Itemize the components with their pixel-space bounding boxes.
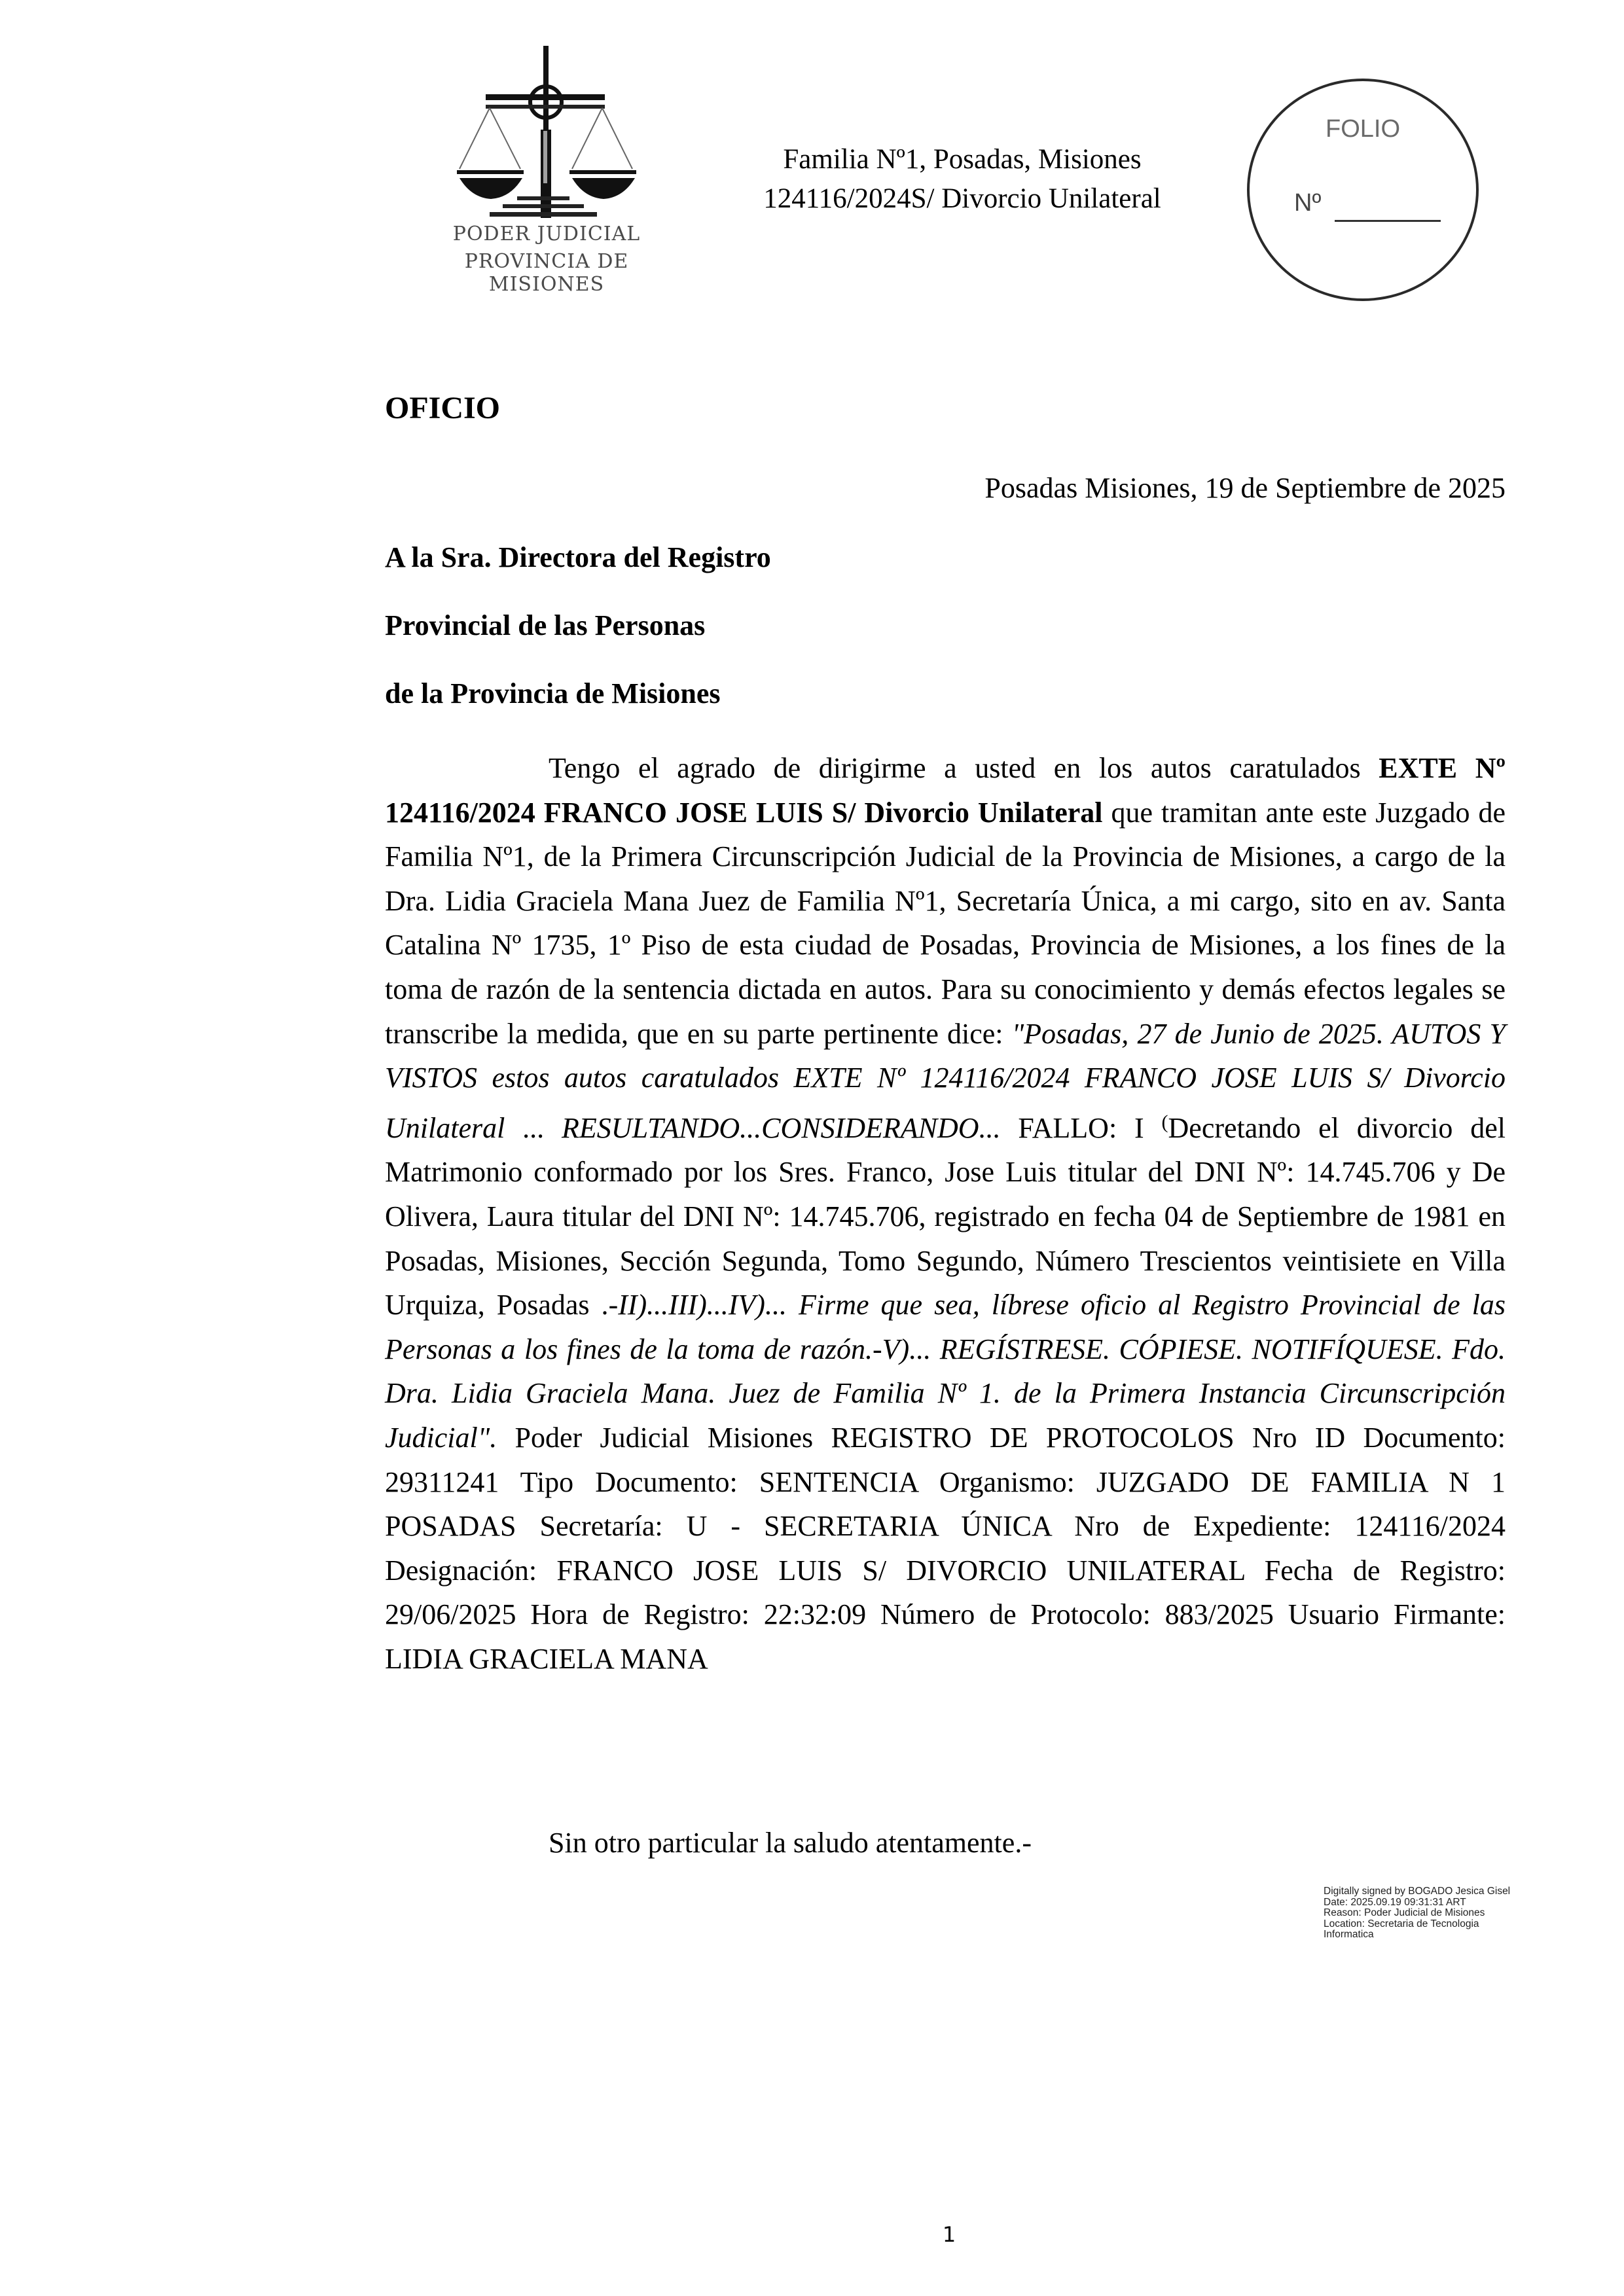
date-line: Posadas Misiones, 19 de Septiembre de 2025 [984,472,1506,504]
signature-location: Location: Secretaria de Tecnologia [1324,1918,1479,1929]
header-court-name: Familia Nº1, Posadas, Misiones [783,144,1142,175]
superscript-paren: ( [1161,1111,1168,1133]
addressee-line-1: A la Sra. Directora del Registro [385,541,771,573]
logo-line-2: PROVINCIA DE MISIONES [464,250,629,296]
body-paragraph [385,746,1506,1681]
body-text: Tengo el agrado de dirigirme a usted en los autos caratulados [549,752,1379,784]
closing-line: Sin otro particular la saludo atentamente.- [549,1827,1032,1859]
document-title: OFICIO [385,391,501,425]
ruling-sections: RESULTANDO...CONSIDERANDO... [562,1111,1001,1144]
ruling-text: Decretando el divorcio del Matrimonio conformado por los Sres. Franco, Jose Luis titular del DNI Nº: 14.745.706 y De Olivera, Laura titular del DNI Nº: 14.745.706, registrado en fecha 04 de Septiembre de 1981 en Posadas, Misiones, Sección Segunda, Tomo Segundo, Número Trescientos veintisiete en Villa Urquiza, Posadas . [385,1111,1506,1321]
case-reference: EXTE Nº 124116/2024 FRANCO JOSE LUIS S/ Divorcio Unilateral [385,752,1506,829]
protocol-registry: Poder Judicial Misiones REGISTRO DE PROTOCOLOS Nro ID Documento: 29311241 Tipo Documento: SENTENCIA Organismo: JUZGADO DE FAMILIA N 1 POSADAS Secretaría: U - SECRETARIA ÚNICA Nro de Expediente: 124116/2024 Designación: FRANCO JOSE LUIS S/ DIVORCIO UNILATERAL Fecha de Registro: 29/06/2025 Hora de Registro: 22:32:09 Número de Protocolo: 883/2025 Usuario Firmante: LIDIA GRACIELA MANA [385,1421,1506,1675]
scales-of-justice-icon [419,39,674,223]
addressee-line-3: de la Provincia de Misiones [385,677,721,709]
ruling-quote-end: -II)...III)...IV)... Firme que sea, líbrese oficio al Registro Provincial de las Personas a los fines de la toma de razón.-V)... REGÍSTRESE. CÓPIESE. NOTIFÍQUESE. Fdo. Dra. Lidia Graciela Mana. Juez de Familia Nº 1. de la Primera Instancia Circunscripción Judicial". [385,1289,1506,1454]
logo-line-1: PODER JUDICIAL [452,223,641,245]
addressee-line-2: Provincial de las Personas [385,609,706,641]
ruling-quote: "Posadas, 27 de Junio de 2025. AUTOS Y VISTOS estos autos caratulados EXTE Nº 124116/2024 FRANCO JOSE LUIS S/ Divorcio Unilateral [385,1017,1506,1144]
digital-signature-block [1324,1886,1559,1941]
body-text: ... [505,1111,562,1144]
signature-location-cont: Informatica [1324,1929,1374,1940]
header-court-info [707,140,1218,219]
signature-date: Date: 2025.09.19 09:31:31 ART [1324,1896,1466,1908]
folio-number-blank [1335,220,1441,222]
folio-label: FOLIO [1325,115,1401,143]
folio-stamp [1247,79,1479,301]
body-text: que tramitan ante este Juzgado de Familia Nº1, de la Primera Circunscripción Judicial de la Provincia de Misiones, a cargo de la Dra. Lidia Graciela Mana Juez de Familia Nº1, Secretaría Única, a mi cargo, sito en av. Santa Catalina Nº 1735, 1º Piso de esta ciudad de Posadas, Provincia de Misiones, a los fines de la toma de razón de la sentencia dictada en autos. Para su conocimiento y demás efectos legales se transcribe la medida, que en su parte pertinente dice: [385,796,1506,1050]
document-body [385,746,1506,1681]
poder-judicial-logo [419,39,674,296]
page-number: 1 [942,2222,956,2247]
signature-reason: Reason: Poder Judicial de Misiones [1324,1907,1485,1918]
header-case-number: 124116/2024S/ Divorcio Unilateral [763,183,1161,214]
folio-number-label: Nº [1294,189,1322,217]
fallo-label: FALLO: I [1000,1111,1162,1144]
signature-signer: Digitally signed by BOGADO Jesica Gisel [1324,1886,1511,1897]
